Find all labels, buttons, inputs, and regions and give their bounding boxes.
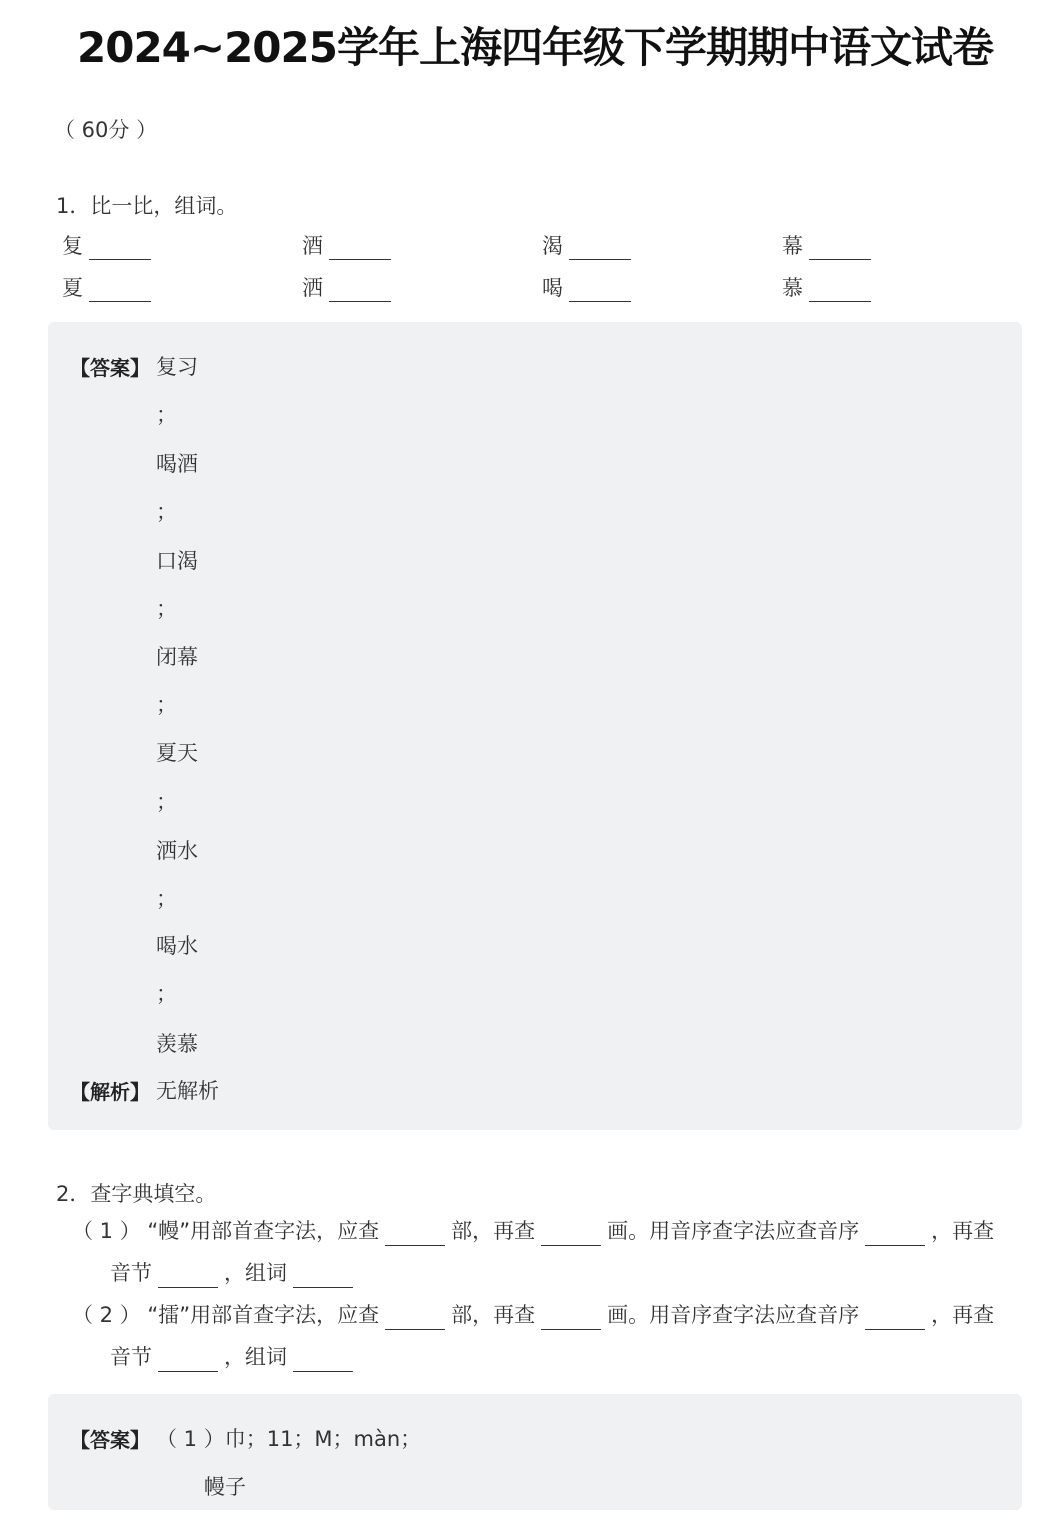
answer-blank[interactable] [89, 279, 151, 302]
answer-blank[interactable] [809, 237, 871, 260]
answer-separator: ； [156, 597, 177, 621]
answer-item: 幔子 [204, 1475, 246, 1499]
answer-blank[interactable] [541, 1307, 601, 1330]
q1-row-1 [62, 230, 962, 260]
q2-item-2-line-2 [110, 1342, 359, 1372]
answer-blank[interactable] [293, 1265, 353, 1288]
char: 复 [62, 234, 83, 258]
question-2-heading: 2．查字典填空。 [56, 1182, 217, 1206]
answer-item: 洒水 [156, 839, 198, 863]
answer-separator: ； [156, 887, 177, 911]
char: 酒 [302, 234, 323, 258]
answer-item: （ 1 ）巾；11；M；màn； [156, 1427, 422, 1451]
answer-tag: 【答案】 [70, 356, 150, 380]
q2-item-1-line-1 [72, 1216, 994, 1246]
char: 渴 [542, 234, 563, 258]
answer-blank[interactable] [865, 1307, 925, 1330]
q1-cell [542, 230, 631, 260]
answer-separator: ； [156, 982, 177, 1006]
char: 慕 [782, 276, 803, 300]
answer-blank[interactable] [569, 237, 631, 260]
item-text: “幔”用部首查字法，应查 [147, 1219, 380, 1243]
answer-blank[interactable] [541, 1223, 601, 1246]
answer-blank[interactable] [293, 1349, 353, 1372]
answer-separator: ； [156, 403, 177, 427]
q1-cell [542, 272, 631, 302]
q2-item-2-line-1 [72, 1300, 994, 1330]
answer-blank[interactable] [158, 1349, 218, 1372]
answer-separator: ； [156, 693, 177, 717]
answer-item: 喝酒 [156, 452, 198, 476]
answer-blank[interactable] [385, 1223, 445, 1246]
answer-separator: ； [156, 790, 177, 814]
item-text: ，再查 [931, 1303, 995, 1327]
char: 喝 [542, 276, 563, 300]
item-number: （ 1 ） [72, 1219, 141, 1243]
analysis-text: 无解析 [156, 1079, 219, 1103]
answer-blank[interactable] [809, 279, 871, 302]
answer-blank[interactable] [385, 1307, 445, 1330]
char: 洒 [302, 276, 323, 300]
answer-blank[interactable] [865, 1223, 925, 1246]
item-text: “擂”用部首查字法，应查 [147, 1303, 380, 1327]
answer-separator: ； [156, 500, 177, 524]
q1-cell [302, 272, 391, 302]
q1-row-2 [62, 272, 962, 302]
answer-blank[interactable] [569, 279, 631, 302]
q2-answer-box [48, 1394, 1022, 1510]
item-text: 部，再查 [451, 1303, 536, 1327]
item-text: 音节 [110, 1261, 152, 1285]
question-1-heading: 1．比一比，组词。 [56, 194, 238, 218]
analysis-tag: 【解析】 [70, 1080, 150, 1104]
answer-item: 夏天 [156, 741, 198, 765]
answer-tag: 【答案】 [70, 1428, 150, 1452]
q1-cell [62, 272, 151, 302]
answer-item: 羡慕 [156, 1032, 198, 1056]
q1-cell [782, 230, 871, 260]
item-text: 画。用音序查字法应查音序 [607, 1219, 860, 1243]
answer-item: 闭幕 [156, 645, 198, 669]
answer-blank[interactable] [329, 237, 391, 260]
answer-item: 复习 [156, 355, 198, 379]
item-text: ，组词 [224, 1261, 287, 1285]
q1-cell [62, 230, 151, 260]
q2-item-1-line-2 [110, 1258, 359, 1288]
answer-item: 口渴 [156, 549, 198, 573]
item-text: 音节 [110, 1345, 152, 1369]
item-text: 画。用音序查字法应查音序 [607, 1303, 860, 1327]
answer-blank[interactable] [89, 237, 151, 260]
answer-item: 喝水 [156, 934, 198, 958]
q1-answer-box [48, 322, 1022, 1130]
answer-blank[interactable] [329, 279, 391, 302]
q1-cell [782, 272, 871, 302]
item-text: 部，再查 [451, 1219, 536, 1243]
item-text: ，组词 [224, 1345, 287, 1369]
char: 夏 [62, 276, 83, 300]
answer-blank[interactable] [158, 1265, 218, 1288]
item-text: ，再查 [931, 1219, 995, 1243]
page-title: 2024~2025学年上海四年级下学期期中语文试卷 [77, 23, 993, 72]
char: 幕 [782, 234, 803, 258]
item-number: （ 2 ） [72, 1303, 141, 1327]
total-score: （ 60分 ） [54, 118, 158, 142]
q1-cell [302, 230, 391, 260]
